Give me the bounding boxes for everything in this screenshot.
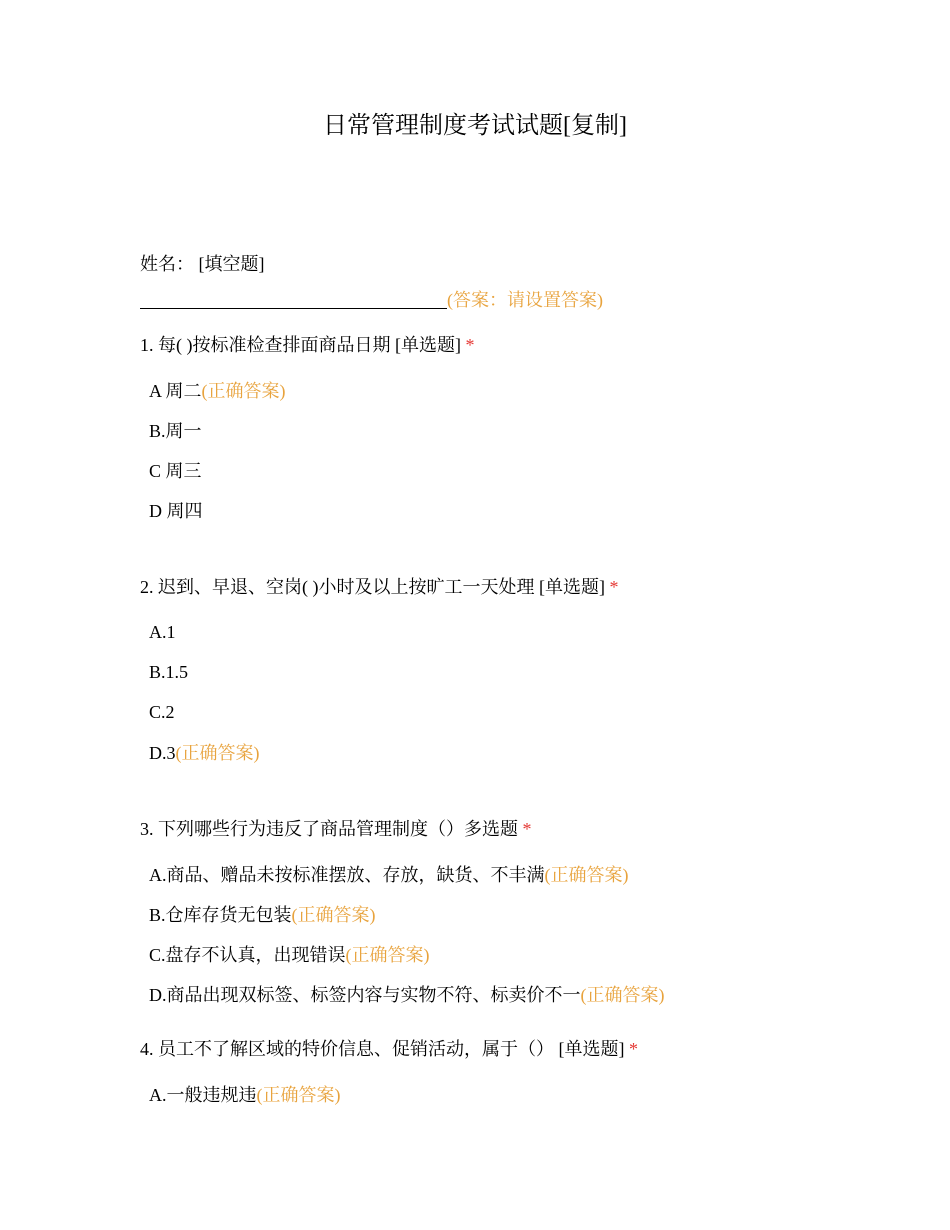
name-label: 姓名：	[140, 254, 194, 274]
required-star: *	[465, 335, 475, 355]
required-star: *	[609, 577, 619, 597]
question-type-tag: [单选题]	[395, 335, 461, 355]
option-2b: B.1.5	[149, 662, 189, 682]
correct-answer-mark: (正确答案)	[580, 985, 665, 1005]
page-title: 日常管理制度考试试题[复制]	[323, 113, 627, 139]
name-question	[140, 252, 265, 276]
question-text: 1. 每( )按标准检查排面商品日期	[140, 335, 391, 355]
question-type-tag: [单选题]	[558, 1039, 625, 1059]
option-4a: A.一般违规违(正确答案)	[149, 1085, 341, 1105]
option-2d: D.3(正确答案)	[149, 743, 260, 763]
correct-answer-mark: (正确答案)	[345, 945, 430, 965]
question-text: 4. 员工不了解区域的特价信息、促销活动，属于（）	[140, 1039, 554, 1059]
option-3a: A.商品、赠品未按标准摆放、存放，缺货、不丰满(正确答案)	[149, 865, 629, 885]
option-1b: B.周一	[149, 421, 202, 441]
question-2	[140, 575, 619, 599]
correct-answer-mark: (正确答案)	[201, 381, 286, 401]
option-3c: C.盘存不认真，出现错误(正确答案)	[149, 945, 430, 965]
name-answer-line	[140, 288, 603, 312]
option-2c: C.2	[149, 702, 175, 722]
question-4	[140, 1037, 638, 1061]
option-1d: D 周四	[149, 501, 203, 521]
option-3b: B.仓库存货无包装(正确答案)	[149, 905, 376, 925]
correct-answer-mark: (正确答案)	[291, 905, 376, 925]
question-type-tag: [单选题]	[539, 577, 605, 597]
option-3d: D.商品出现双标签、标签内容与实物不符、标卖价不一(正确答案)	[149, 985, 665, 1005]
required-star: *	[629, 1039, 638, 1059]
required-star: *	[522, 819, 532, 839]
correct-answer-mark: (正确答案)	[256, 1085, 341, 1105]
correct-answer-mark: (正确答案)	[175, 743, 260, 763]
question-3	[140, 817, 532, 841]
question-text: 2. 迟到、早退、空岗( )小时及以上按旷工一天处理	[140, 577, 535, 597]
question-type-tag: [填空题]	[198, 254, 265, 274]
question-text: 3. 下列哪些行为违反了商品管理制度（）多选题	[140, 819, 518, 839]
option-1a: A 周二(正确答案)	[149, 381, 286, 401]
option-1c: C 周三	[149, 461, 202, 481]
question-1	[140, 333, 475, 357]
option-2a: A.1	[149, 622, 176, 642]
correct-answer-mark: (正确答案)	[544, 865, 629, 885]
answer-hint: (答案：请设置答案)	[447, 290, 603, 310]
answer-blank	[140, 290, 447, 309]
